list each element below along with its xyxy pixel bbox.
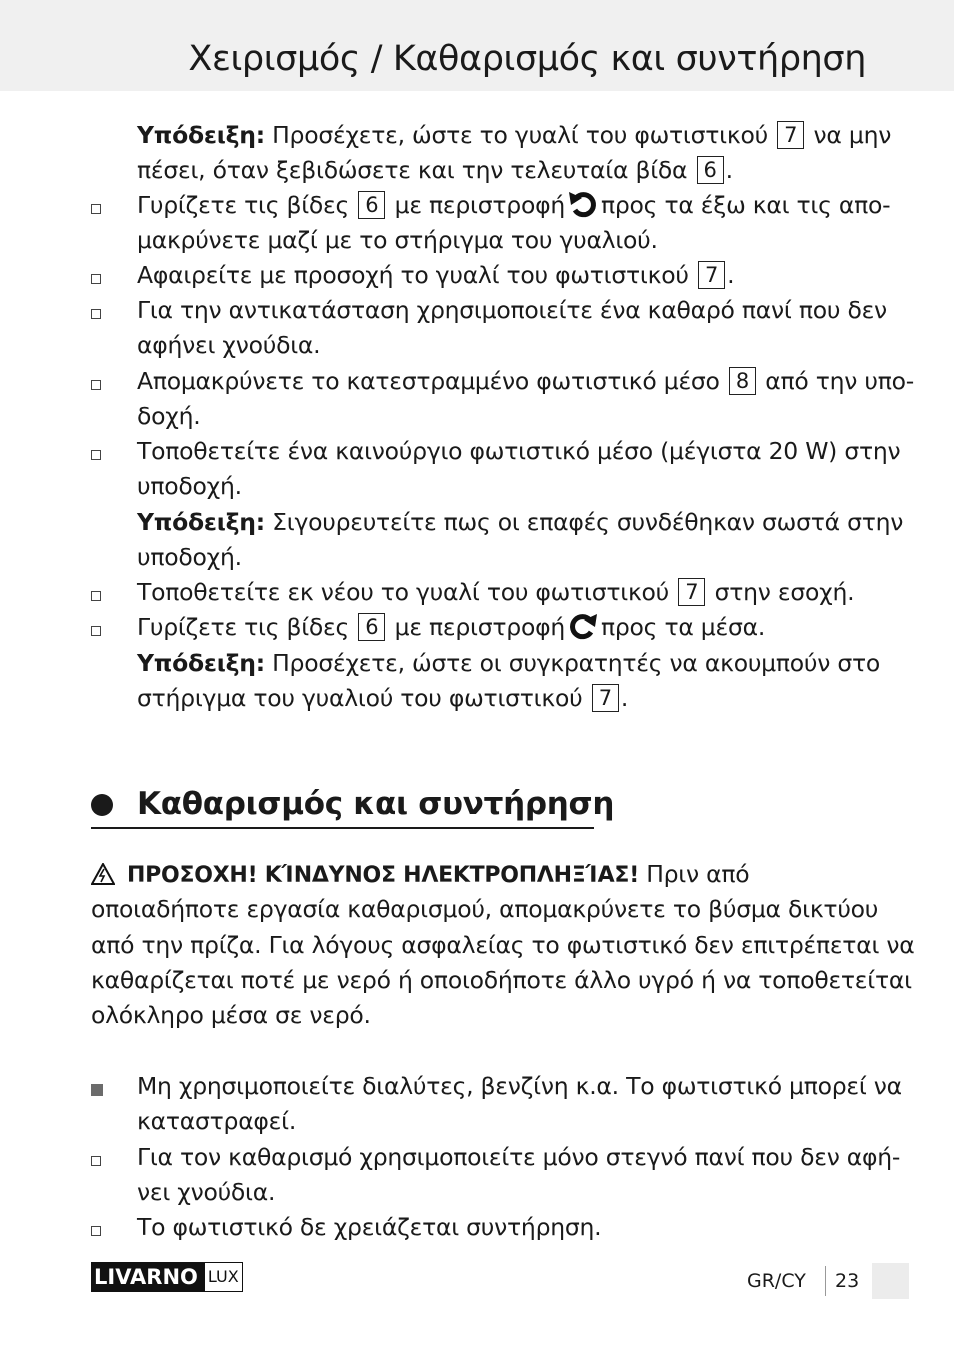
square-bullet	[91, 1084, 103, 1096]
cleaning-item: καταστραφεί.	[137, 1107, 297, 1135]
note-label: Υπόδειξη:	[137, 649, 265, 677]
footer-tab	[872, 1263, 909, 1299]
clockwise-rotation-icon	[568, 612, 598, 650]
part-reference: 6	[358, 613, 385, 641]
step-line: Γυρίζετε τις βίδες 6 με περιστροφή προς τα έξω και τις απο-	[137, 188, 890, 228]
warning-text: καθαρίζεται ποτέ με νερό ή οποιοδήποτε άλλο υγρό ή να τοποθετείται	[91, 966, 912, 994]
warning-text: ολόκληρο μέσα σε νερό.	[91, 1001, 371, 1029]
note-label: Υπόδειξη:	[137, 508, 265, 536]
note-line: Υπόδειξη: Σιγουρευτείτε πως οι επαφές συνδέθηκαν σωστά στην	[137, 508, 904, 536]
step-line: υποδοχή.	[137, 472, 242, 500]
note-line: Υπόδειξη: Προσέχετε, ώστε οι συγκρατητές να ακουμπούν στο	[137, 649, 881, 677]
brand-sub: LUX	[204, 1262, 243, 1292]
bullet-dot-icon	[91, 794, 113, 816]
warning-line: ΠΡΟΣΟΧΗ! ΚΊΝΔΥΝΟΣ ΗΛΕΚΤΡΟΠΛΗΞΊΑΣ! Πριν από	[91, 857, 749, 895]
checkbox-bullet	[91, 204, 101, 214]
part-reference: 6	[358, 191, 385, 219]
part-reference: 7	[698, 261, 725, 289]
step-line: Απομακρύνετε το κατεστραμμένο φωτιστικό μέσο 8 από την υπο-	[137, 367, 915, 395]
step-line: Τοποθετείτε ένα καινούργιο φωτιστικό μέσο (μέγιστα 20 W) στην	[137, 437, 901, 465]
step-line: Αφαιρείτε με προσοχή το γυαλί του φωτιστικού 7 .	[137, 261, 735, 289]
step-line: Γυρίζετε τις βίδες 6 με περιστροφή προς τα μέσα.	[137, 610, 765, 650]
note-line: πέσει, όταν ξεβιδώσετε και την τελευταία βίδα 6 .	[137, 156, 733, 184]
page-number: 23	[835, 1270, 860, 1292]
warning-triangle-icon	[91, 860, 115, 895]
checkbox-bullet	[91, 450, 101, 460]
cleaning-item: Το φωτιστικό δε χρειάζεται συντήρηση.	[137, 1213, 602, 1241]
step-line: μακρύνετε μαζί με το στήριγμα του γυαλιού.	[137, 226, 658, 254]
cleaning-item: νει χνούδια.	[137, 1178, 276, 1206]
part-reference: 7	[678, 578, 705, 606]
checkbox-bullet	[91, 309, 101, 319]
page-header	[0, 0, 954, 91]
part-reference: 7	[592, 684, 619, 712]
part-reference: 6	[697, 156, 724, 184]
note-line: υποδοχή.	[137, 543, 242, 571]
warning-title: ΠΡΟΣΟΧΗ! ΚΊΝΔΥΝΟΣ ΗΛΕΚΤΡΟΠΛΗΞΊΑΣ!	[127, 863, 639, 888]
note-line: Υπόδειξη: Προσέχετε, ώστε το γυαλί του φωτιστικού 7 να μην	[137, 121, 892, 149]
checkbox-bullet	[91, 626, 101, 636]
section-title: Καθαρισμός και συντήρηση	[137, 786, 615, 822]
cleaning-item: Μη χρησιμοποιείτε διαλύτες, βενζίνη κ.α. Το φωτιστικό μπορεί να	[137, 1072, 902, 1100]
brand-name: LIVARNO	[91, 1262, 204, 1292]
warning-text: οποιαδήποτε εργασία καθαρισμού, απομακρύνετε το βύσμα δικτύου	[91, 895, 879, 923]
footer-divider	[825, 1266, 826, 1296]
checkbox-bullet	[91, 380, 101, 390]
step-line: Για την αντικατάσταση χρησιμοποιείτε ένα καθαρό πανί που δεν	[137, 296, 887, 324]
note-line: στήριγμα του γυαλιού του φωτιστικού 7 .	[137, 684, 629, 712]
page-title: Χειρισμός / Καθαρισμός και συντήρηση	[188, 39, 866, 79]
step-line: αφήνει χνούδια.	[137, 331, 321, 359]
note-label: Υπόδειξη:	[137, 121, 265, 149]
step-line: δοχή.	[137, 402, 201, 430]
cleaning-item: Για τον καθαρισμό χρησιμοποιείτε μόνο στεγνό πανί που δεν αφή-	[137, 1143, 901, 1171]
checkbox-bullet	[91, 591, 101, 601]
section-heading	[91, 785, 615, 829]
region-label: GR/CY	[747, 1270, 806, 1292]
brand-logo	[91, 1262, 243, 1292]
part-reference: 7	[777, 121, 804, 149]
checkbox-bullet	[91, 1226, 101, 1236]
step-line: Τοποθετείτε εκ νέου το γυαλί του φωτιστικού 7 στην εσοχή.	[137, 578, 855, 606]
checkbox-bullet	[91, 274, 101, 284]
warning-text: από την πρίζα. Για λόγους ασφαλείας το φωτιστικό δεν επιτρέπεται να	[91, 931, 915, 959]
part-reference: 8	[729, 367, 756, 395]
checkbox-bullet	[91, 1156, 101, 1166]
